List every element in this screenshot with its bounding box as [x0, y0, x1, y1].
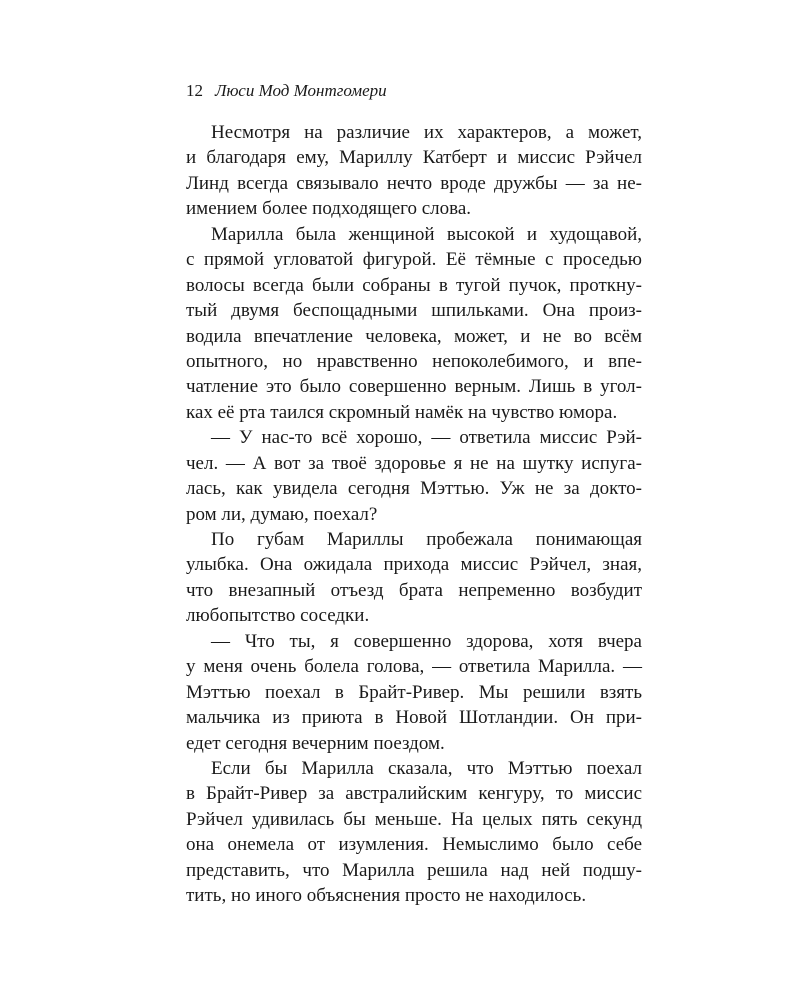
text-line: — У нас-то всё хорошо, — ответила миссис Рэй-	[211, 427, 642, 449]
text-line: Несмотря на различие их характеров, а может,	[211, 122, 642, 143]
text-line: ром ли, думаю, поехал?	[186, 503, 378, 525]
text-line: Рэйчел удивилась бы меньше. На целых пять секунд	[186, 808, 642, 830]
text-line: чатление это было совершенно верным. Лишь в угол-	[186, 376, 642, 398]
text-line: волосы всегда были собраны в тугой пучок, проткну-	[186, 274, 642, 296]
text-line: лась, как увидела сегодня Мэттью. Уж не за докто-	[186, 478, 642, 500]
text-line: По губам Мариллы пробежала понимающая	[211, 529, 642, 550]
text-line: опытного, но нравственно непоколебимого, и впе-	[186, 350, 642, 372]
text-line: улыбка. Она ожидала прихода миссис Рэйчел, зная,	[186, 554, 642, 576]
text-line: и благодаря ему, Мариллу Катберт и миссис Рэйчел	[186, 147, 642, 169]
text-line: — Что ты, я совершенно здорова, хотя вчера	[211, 630, 642, 652]
text-line: в Брайт-Ривер за австралийским кенгуру, то миссис	[186, 783, 642, 805]
text-line: тый двумя беспощадными шпильками. Она произ-	[186, 300, 642, 322]
text-line: едет сегодня вечерним поездом.	[186, 732, 445, 754]
book-author: Люси Мод Монтгомери	[215, 81, 387, 100]
text-line: она онемела от изумления. Немыслимо было себе	[186, 834, 642, 856]
text-line: тить, но иного объяснения просто не находилось.	[186, 885, 587, 907]
text-line: что внезапный отъезд брата непременно возбудит	[186, 579, 642, 601]
text-line: мальчика из приюта в Новой Шотландии. Он при-	[186, 707, 642, 729]
text-line: у меня очень болела голова, — ответила Марилла. —	[186, 656, 642, 678]
running-head	[186, 80, 387, 102]
text-line: любопытство соседки.	[186, 605, 370, 627]
text-line: Марилла была женщиной высокой и худощавой,	[211, 223, 642, 245]
text-line: Линд всегда связывало нечто вроде дружбы — за не-	[186, 172, 642, 194]
text-line: ках её рта таился скромный намёк на чувство юмора.	[186, 401, 618, 423]
text-line: водила впечатление человека, может, и не во всём	[186, 325, 642, 347]
text-line: Если бы Марилла сказала, что Мэттью поехал	[211, 757, 642, 779]
text-line: чел. — А вот за твоё здоровье я не на шутку испуга-	[186, 452, 642, 474]
text-line: с прямой угловатой фигурой. Её тёмные с проседью	[186, 249, 642, 271]
body-text	[186, 120, 642, 909]
text-line: представить, что Марилла решила над ней подшу-	[186, 859, 642, 881]
text-line: имением более подходящего слова.	[186, 198, 472, 220]
text-line: Мэттью поехал в Брайт-Ривер. Мы решили взять	[186, 681, 642, 703]
page-number: 12	[186, 81, 203, 100]
